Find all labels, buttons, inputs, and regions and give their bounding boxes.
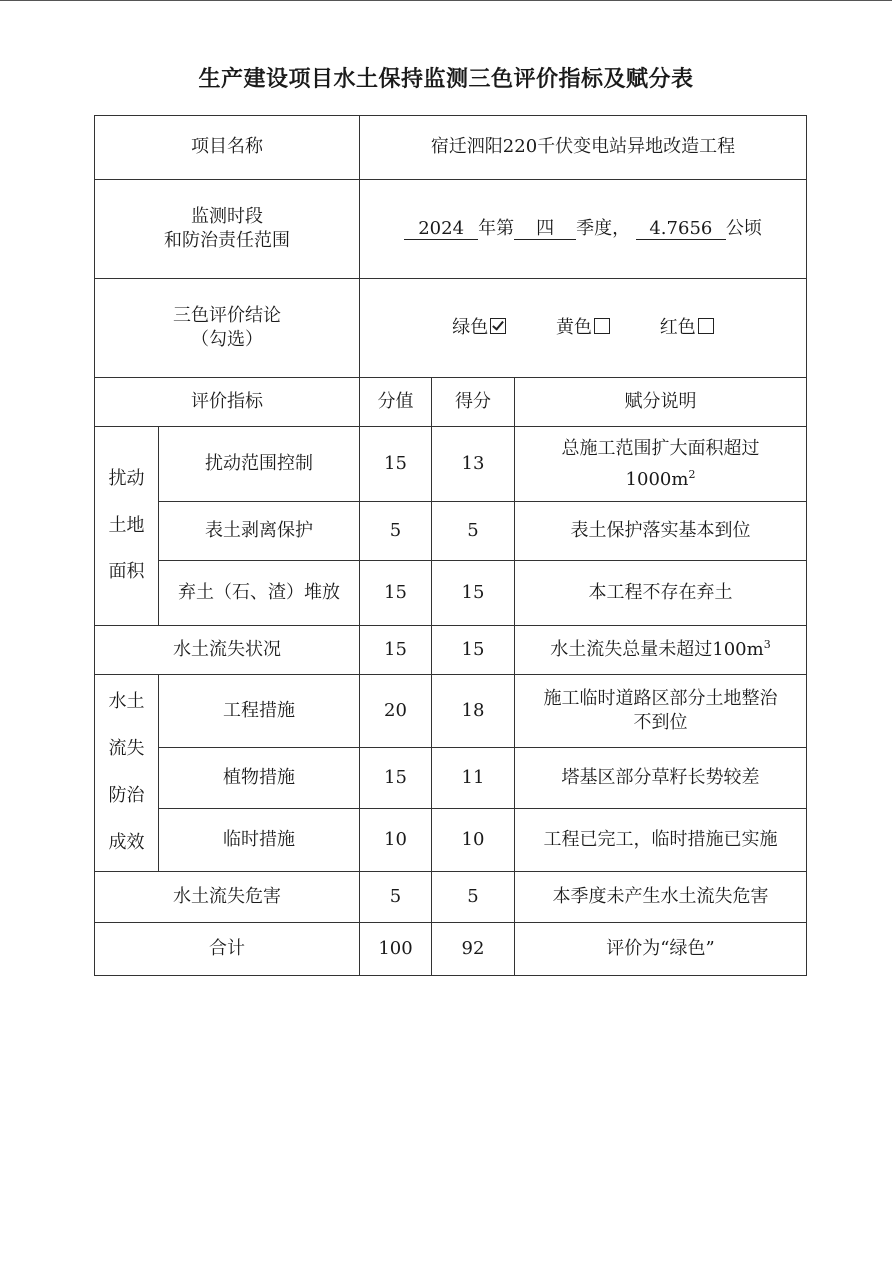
row-score: 15 bbox=[432, 561, 515, 626]
period-label-line2: 和防治责任范围 bbox=[164, 230, 290, 251]
row-note-line2-text: 1000m bbox=[625, 469, 689, 490]
table-row bbox=[95, 561, 807, 626]
row-value: 20 bbox=[360, 675, 432, 748]
row-note bbox=[515, 427, 807, 502]
row-name: 弃土（石、渣）堆放 bbox=[159, 561, 360, 626]
row-note: 本季度未产生水土流失危害 bbox=[515, 872, 807, 923]
row-score: 18 bbox=[432, 675, 515, 748]
row-name: 临时措施 bbox=[159, 809, 360, 872]
row-score: 13 bbox=[432, 427, 515, 502]
group-prevention bbox=[95, 675, 159, 872]
group-disturbance-label: 扰动土地面积 bbox=[108, 467, 145, 583]
row-score: 10 bbox=[432, 809, 515, 872]
option-red-label: 红色 bbox=[659, 316, 696, 338]
row-name: 水土流失状况 bbox=[95, 626, 360, 675]
row-value: 15 bbox=[360, 748, 432, 809]
conclusion-options bbox=[360, 279, 807, 378]
superscript: 3 bbox=[763, 637, 771, 651]
row-value: 15 bbox=[360, 561, 432, 626]
row-value: 5 bbox=[360, 502, 432, 561]
row-note-text: 水土流失总量未超过100m bbox=[550, 638, 764, 660]
header-score-got: 得分 bbox=[432, 378, 515, 427]
row-value: 10 bbox=[360, 809, 432, 872]
row-note: 本工程不存在弃土 bbox=[515, 561, 807, 626]
period-label-line1: 监测时段 bbox=[191, 205, 263, 227]
row-score: 15 bbox=[432, 626, 515, 675]
row-value: 15 bbox=[360, 626, 432, 675]
header-score-value: 分值 bbox=[360, 378, 432, 427]
conclusion-row bbox=[95, 279, 807, 378]
total-note: 评价为“绿色” bbox=[515, 923, 807, 976]
year-value: 2024 bbox=[404, 218, 478, 241]
period-label bbox=[95, 180, 360, 279]
option-green[interactable] bbox=[452, 316, 506, 340]
quarter-suffix: 季度， bbox=[576, 217, 631, 239]
project-label: 项目名称 bbox=[95, 116, 360, 180]
project-value: 宿迁泗阳220千伏变电站异地改造工程 bbox=[360, 116, 807, 180]
row-value: 15 bbox=[360, 427, 432, 502]
table-row bbox=[95, 872, 807, 923]
area-value: 4.7656 bbox=[636, 218, 726, 241]
row-note-line2 bbox=[519, 464, 802, 496]
evaluation-table bbox=[94, 115, 807, 976]
checkbox-empty-icon[interactable] bbox=[594, 318, 610, 334]
year-suffix: 年第 bbox=[478, 217, 515, 239]
conclusion-label-line2: （勾选） bbox=[191, 329, 263, 350]
row-name: 植物措施 bbox=[159, 748, 360, 809]
checkbox-checked-icon[interactable] bbox=[490, 318, 506, 334]
row-note-line1: 施工临时道路区部分土地整治 bbox=[543, 687, 778, 709]
total-row bbox=[95, 923, 807, 976]
group-prevention-label: 水土流失防治成效 bbox=[108, 691, 145, 853]
row-score: 5 bbox=[432, 872, 515, 923]
header-note: 赋分说明 bbox=[515, 378, 807, 427]
quarter-value: 四 bbox=[514, 218, 576, 241]
page-title: 生产建设项目水土保持监测三色评价指标及赋分表 bbox=[198, 67, 694, 92]
checkbox-empty-icon[interactable] bbox=[698, 318, 714, 334]
row-value: 5 bbox=[360, 872, 432, 923]
row-name: 扰动范围控制 bbox=[159, 427, 360, 502]
project-row bbox=[95, 116, 807, 180]
row-name: 工程措施 bbox=[159, 675, 360, 748]
header-indicator: 评价指标 bbox=[95, 378, 360, 427]
table-row bbox=[95, 748, 807, 809]
total-label: 合计 bbox=[95, 923, 360, 976]
period-value bbox=[360, 180, 807, 279]
conclusion-label bbox=[95, 279, 360, 378]
row-name: 表土剥离保护 bbox=[159, 502, 360, 561]
top-border-line bbox=[0, 0, 892, 1]
group-disturbance bbox=[95, 427, 159, 626]
option-green-label: 绿色 bbox=[452, 316, 489, 338]
row-note: 工程已完工，临时措施已实施 bbox=[515, 809, 807, 872]
header-row bbox=[95, 378, 807, 427]
option-yellow[interactable] bbox=[556, 316, 610, 340]
row-note: 表土保护落实基本到位 bbox=[515, 502, 807, 561]
row-note bbox=[515, 675, 807, 748]
area-unit: 公顷 bbox=[725, 217, 762, 239]
option-red[interactable] bbox=[660, 316, 714, 340]
table-row bbox=[95, 809, 807, 872]
total-value: 100 bbox=[360, 923, 432, 976]
table-row bbox=[95, 427, 807, 502]
period-row bbox=[95, 180, 807, 279]
row-score: 5 bbox=[432, 502, 515, 561]
table-row bbox=[95, 502, 807, 561]
table-row bbox=[95, 675, 807, 748]
row-note-line2: 不到位 bbox=[633, 712, 688, 733]
row-score: 11 bbox=[432, 748, 515, 809]
row-note: 塔基区部分草籽长势较差 bbox=[515, 748, 807, 809]
option-yellow-label: 黄色 bbox=[556, 316, 592, 338]
row-note-line1: 总施工范围扩大面积超过 bbox=[561, 437, 760, 459]
table-row bbox=[95, 626, 807, 675]
row-note bbox=[515, 626, 807, 675]
superscript: 2 bbox=[688, 468, 696, 481]
conclusion-label-line1: 三色评价结论 bbox=[173, 304, 281, 326]
row-name: 水土流失危害 bbox=[95, 872, 360, 923]
total-score: 92 bbox=[432, 923, 515, 976]
